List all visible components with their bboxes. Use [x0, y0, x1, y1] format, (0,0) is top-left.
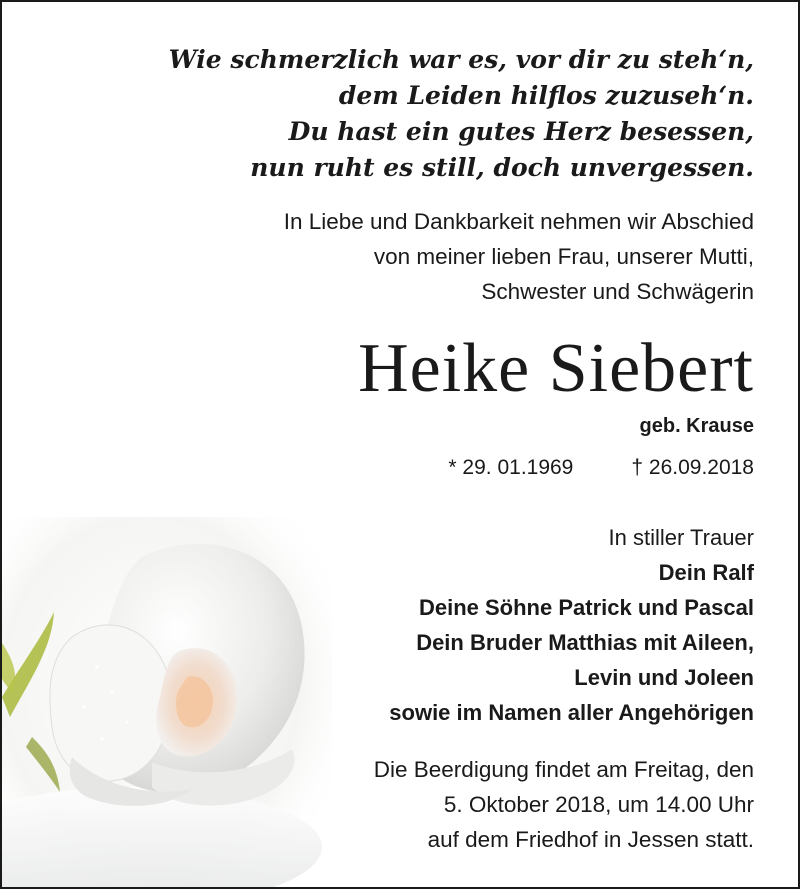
- mourner-line: Dein Bruder Matthias mit Aileen,: [416, 630, 754, 655]
- funeral-line: Die Beerdigung findet am Freitag, den: [373, 757, 754, 782]
- funeral-line: auf dem Friedhof in Jessen statt.: [427, 827, 754, 852]
- poem: [169, 42, 754, 186]
- poem-line: Wie schmerzlich war es, vor dir zu steh‘n,: [168, 45, 754, 74]
- mourner-line: Dein Ralf: [658, 560, 754, 585]
- birth-date: * 29. 01.1969: [448, 456, 574, 479]
- white-rose-icon: [2, 517, 332, 889]
- poem-line: dem Leiden hilflos zuzuseh‘n.: [338, 81, 754, 110]
- birth-name: geb. Krause: [639, 415, 754, 437]
- farewell-intro: [284, 204, 754, 309]
- funeral-line: 5. Oktober 2018, um 14.00 Uhr: [443, 792, 754, 817]
- mourner-line: sowie im Namen aller Angehörigen: [389, 700, 754, 725]
- intro-line: In Liebe und Dankbarkeit nehmen wir Abschied: [283, 209, 754, 234]
- mourners: [389, 520, 754, 730]
- intro-line: von meiner lieben Frau, unserer Mutti,: [373, 244, 754, 269]
- intro-line: Schwester und Schwägerin: [481, 279, 754, 304]
- mourner-line: Deine Söhne Patrick und Pascal: [418, 595, 754, 620]
- life-dates: [448, 452, 754, 484]
- mourners-lead: In stiller Trauer: [608, 525, 754, 550]
- deceased-name: Heike Siebert: [358, 330, 754, 407]
- poem-line: nun ruht es still, doch unvergessen.: [250, 153, 754, 182]
- mourner-line: Levin und Joleen: [574, 665, 754, 690]
- funeral-notice: [374, 752, 754, 857]
- death-date: † 26.09.2018: [631, 456, 754, 479]
- poem-line: Du hast ein gutes Herz besessen,: [288, 117, 754, 146]
